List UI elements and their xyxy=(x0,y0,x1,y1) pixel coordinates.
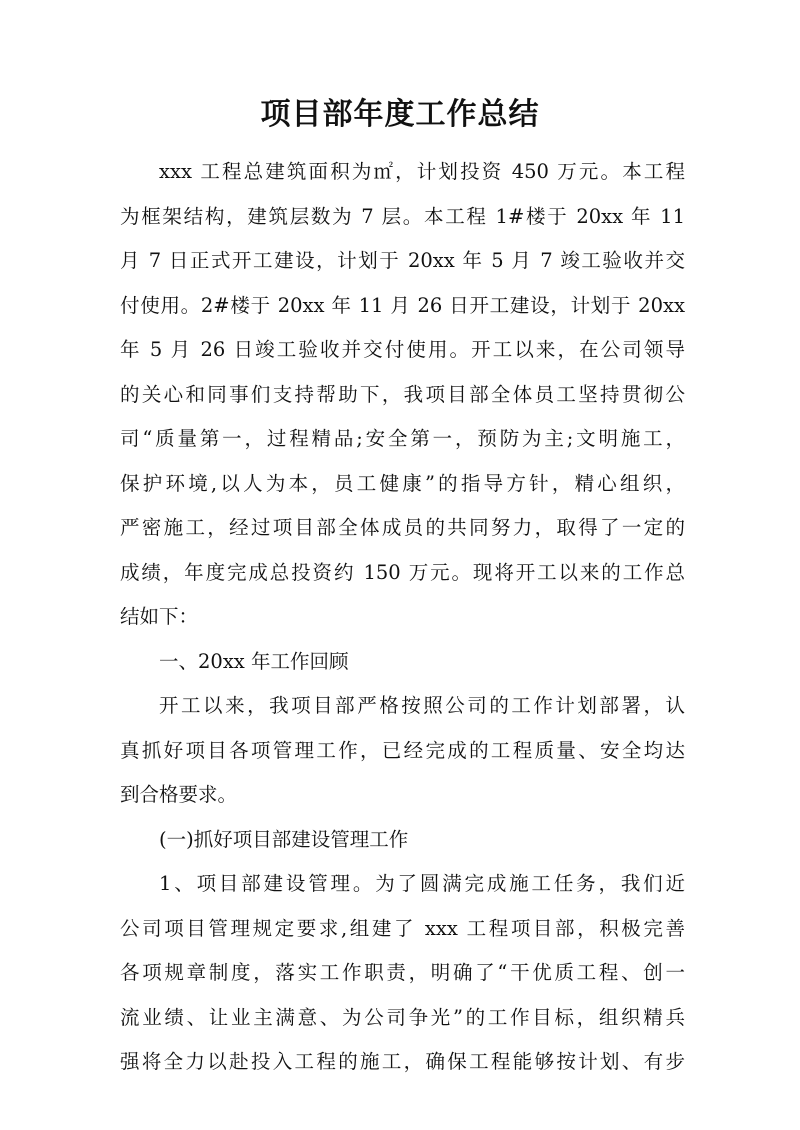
subsection-heading-1: (一)抓好项目部建设管理工作 xyxy=(159,827,409,851)
section1-line-1: 开工以来，我项目部严格按照公司的工作计划部署，认 xyxy=(159,694,685,717)
section1-line-2: 真抓好项目各项管理工作，已经完成的工程质量、安全均达 xyxy=(120,738,685,762)
item1-line-3: 各项规章制度，落实工作职责，明确了“干优质工程、创一 xyxy=(120,961,685,984)
intro-line-9: 严密施工，经过项目部全体成员的共同努力，取得了一定的 xyxy=(120,516,685,539)
section1-paragraph xyxy=(120,684,685,818)
intro-line-10: 成绩，年度完成总投资约 150 万元。现将开工以来的工作总 xyxy=(120,560,685,584)
intro-paragraph xyxy=(120,150,685,640)
intro-line-6: 的关心和同事们支持帮助下，我项目部全体员工坚持贯彻公 xyxy=(120,382,685,406)
intro-line-4: 付使用。2#楼于 20xx 年 11 月 26 日开工建设，计划于 20xx xyxy=(120,293,685,317)
document-title: 项目部年度工作总结 xyxy=(260,97,540,132)
intro-line-7: 司“质量第一，过程精品;安全第一，预防为主;文明施工， xyxy=(120,427,685,450)
item1-line-4: 流业绩、让业主满意、为公司争光”的工作目标，组织精兵 xyxy=(120,1005,685,1029)
document-body xyxy=(120,150,685,1085)
section-heading-1: 一、20xx 年工作回顾 xyxy=(159,649,349,673)
intro-line-8: 保护环境,以人为本，员工健康”的指导方针，精心组织， xyxy=(120,471,685,495)
item1-line-2: 公司项目管理规定要求,组建了 xxx 工程项目部，积极完善 xyxy=(120,916,685,940)
section1-line-3: 到合格要求。 xyxy=(120,783,238,806)
item1-line-1: 1、项目部建设管理。为了圆满完成施工任务，我们近 xyxy=(159,872,685,895)
intro-line-11: 结如下： xyxy=(120,605,199,628)
item1-line-5: 强将全力以赴投入工程的施工，确保工程能够按计划、有步 xyxy=(120,1050,685,1073)
intro-line-2: 为框架结构，建筑层数为 7 层。本工程 1#楼于 20xx 年 11 xyxy=(120,204,685,228)
item1-paragraph xyxy=(120,862,685,1085)
intro-line-5: 年 5 月 26 日竣工验收并交付使用。开工以来，在公司领导 xyxy=(120,338,685,361)
intro-line-1: xxx 工程总建筑面积为㎡，计划投资 450 万元。本工程 xyxy=(159,160,685,183)
intro-line-3: 月 7 日正式开工建设，计划于 20xx 年 5 月 7 竣工验收并交 xyxy=(120,249,685,272)
